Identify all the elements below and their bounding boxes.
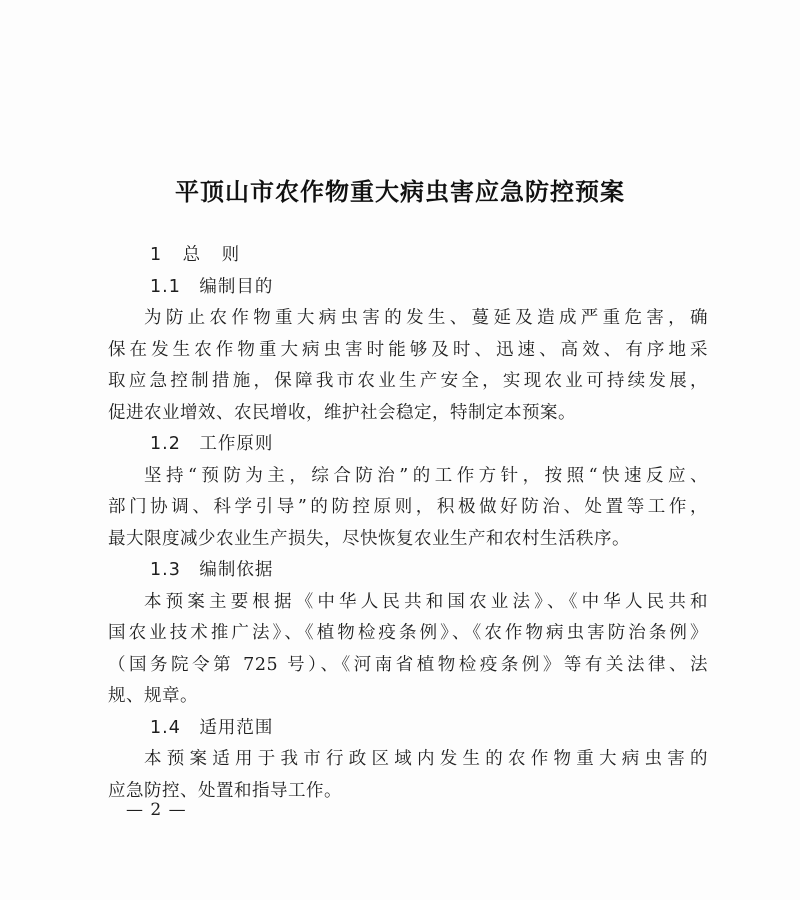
paragraph-line: 部门协调、科学引导”的防控原则，积极做好防治、处置等工作， xyxy=(108,497,708,517)
paragraph-line: （国务院令第 725 号）、《河南省植物检疫条例》等有关法律、法 xyxy=(108,654,708,675)
paragraph-line: 取应急控制措施，保障我市农业生产安全，实现农业可持续发展， xyxy=(108,371,708,391)
document-title: 平顶山市农作物重大病虫害应急防控预案 xyxy=(175,177,625,206)
subsection-heading: 1.3 编制依据 xyxy=(150,560,274,580)
paragraph-line: 为防止农作物重大病虫害的发生、蔓延及造成严重危害，确 xyxy=(144,308,708,328)
page-number: — 2 — xyxy=(126,800,187,820)
document-body xyxy=(108,240,708,807)
paragraph-line: 国农业技术推广法》、《植物检疫条例》、《农作物病虫害防治条例》 xyxy=(108,623,708,643)
paragraph xyxy=(108,587,708,713)
paragraph-line: 坚持“预防为主，综合防治”的工作方针，按照“快速反应、 xyxy=(144,465,708,486)
paragraph-line: 促进农业增效、农民增收，维护社会稳定，特制定本预案。 xyxy=(108,402,576,423)
paragraph xyxy=(108,461,708,556)
subsection-heading: 1.1 编制目的 xyxy=(150,276,274,297)
paragraph-line: 规、规章。 xyxy=(108,686,198,706)
paragraph xyxy=(108,744,708,807)
paragraph-line: 本预案适用于我市行政区域内发生的农作物重大病虫害的 xyxy=(144,749,708,769)
paragraph-line: 应急防控、处置和指导工作。 xyxy=(108,780,342,801)
paragraph-line: 最大限度减少农业生产损失，尽快恢复农业生产和农村生活秩序。 xyxy=(108,528,630,549)
subsection-heading: 1.4 适用范围 xyxy=(150,717,274,738)
section-heading: 1 总 则 xyxy=(150,245,242,265)
paragraph xyxy=(108,303,708,429)
paragraph-line: 保在发生农作物重大病虫害时能够及时、迅速、高效、有序地采 xyxy=(108,339,708,360)
subsection-heading: 1.2 工作原则 xyxy=(150,434,274,454)
paragraph-line: 本预案主要根据《中华人民共和国农业法》、《中华人民共和 xyxy=(144,591,708,612)
